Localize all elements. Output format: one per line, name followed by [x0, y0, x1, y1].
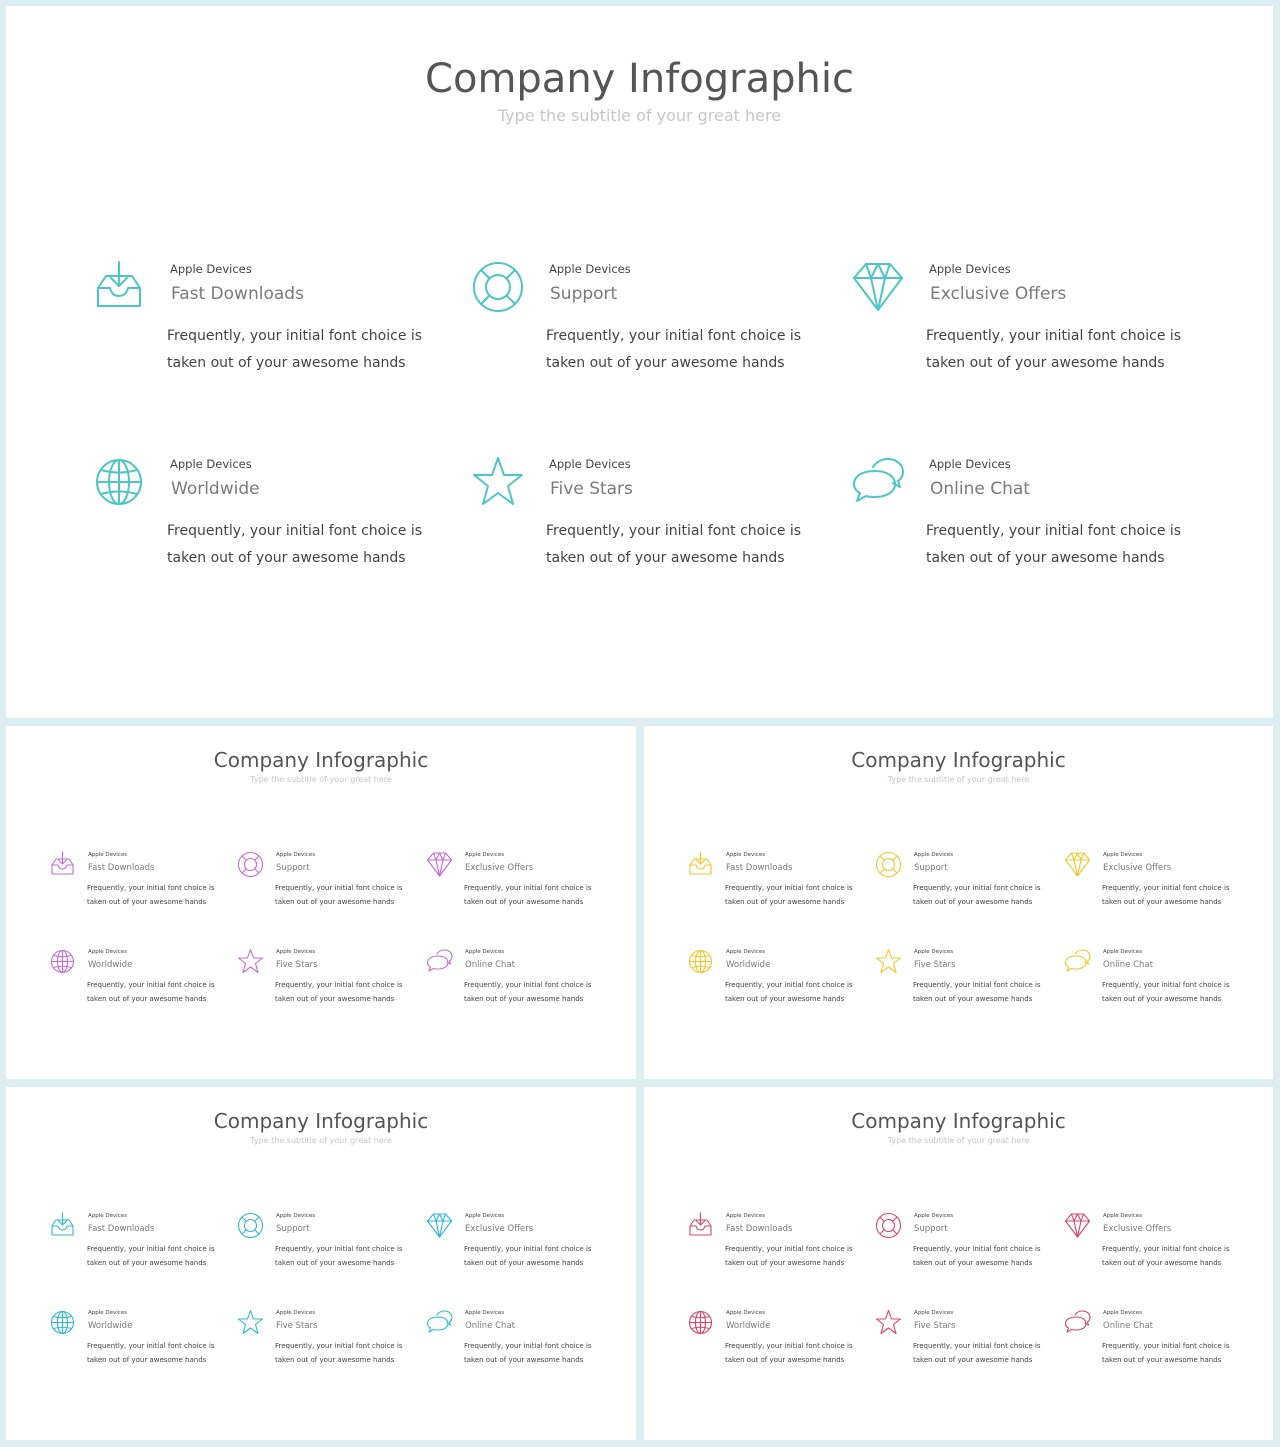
feature-item — [426, 1309, 606, 1374]
feature-description: Frequently, your initial font choice is taken out of your awesome hands — [167, 523, 423, 566]
feature-description: Frequently, your initial font choice is taken out of your awesome hands — [913, 1342, 1041, 1364]
feature-description: Frequently, your initial font choice is taken out of your awesome hands — [87, 981, 215, 1003]
feature-description: Frequently, your initial font choice is taken out of your awesome hands — [926, 328, 1182, 371]
lifebuoy-icon — [875, 1212, 902, 1239]
feature-name: Fast Downloads — [726, 1224, 793, 1234]
feature-item — [1064, 948, 1244, 1013]
feature-label: Apple Devices — [276, 949, 316, 955]
feature-label: Apple Devices — [549, 262, 631, 276]
inbox-download-icon — [687, 851, 714, 878]
feature-name: Fast Downloads — [726, 863, 793, 873]
feature-item — [687, 1309, 867, 1374]
feature-description: Frequently, your initial font choice is taken out of your awesome hands — [464, 981, 592, 1003]
slide-purple — [6, 726, 636, 1079]
feature-description: Frequently, your initial font choice is taken out of your awesome hands — [464, 884, 592, 906]
star-icon — [237, 1309, 264, 1336]
feature-item — [237, 1212, 417, 1277]
feature-description: Frequently, your initial font choice is taken out of your awesome hands — [913, 884, 1041, 906]
feature-description: Frequently, your initial font choice is taken out of your awesome hands — [275, 1342, 403, 1364]
feature-label: Apple Devices — [276, 1310, 316, 1316]
feature-item — [851, 455, 1211, 585]
feature-item — [426, 1212, 606, 1277]
feature-label: Apple Devices — [88, 949, 128, 955]
feature-name: Fast Downloads — [171, 284, 304, 304]
globe-icon — [49, 1309, 76, 1336]
feature-item — [875, 948, 1055, 1013]
feature-name: Worldwide — [726, 960, 771, 970]
star-icon — [237, 948, 264, 975]
slide-yellow — [644, 726, 1273, 1079]
feature-item — [471, 455, 831, 585]
feature-name: Support — [914, 1224, 948, 1234]
feature-label: Apple Devices — [276, 1213, 316, 1219]
globe-icon — [687, 1309, 714, 1336]
slide-subtitle: Type the subtitle of your great here — [250, 1136, 392, 1145]
feature-name: Online Chat — [465, 960, 515, 970]
feature-description: Frequently, your initial font choice is taken out of your awesome hands — [464, 1245, 592, 1267]
feature-name: Exclusive Offers — [465, 1224, 534, 1234]
feature-item — [237, 851, 417, 916]
slide-title: Company Infographic — [851, 748, 1066, 772]
feature-name: Fast Downloads — [88, 863, 155, 873]
feature-label: Apple Devices — [914, 852, 954, 858]
feature-label: Apple Devices — [88, 1310, 128, 1316]
feature-item — [49, 948, 229, 1013]
lifebuoy-icon — [471, 260, 525, 314]
feature-description: Frequently, your initial font choice is taken out of your awesome hands — [1102, 1245, 1230, 1267]
feature-name: Worldwide — [88, 960, 133, 970]
globe-icon — [687, 948, 714, 975]
feature-item — [426, 948, 606, 1013]
feature-item — [49, 1309, 229, 1374]
inbox-download-icon — [687, 1212, 714, 1239]
feature-description: Frequently, your initial font choice is taken out of your awesome hands — [167, 328, 423, 371]
feature-item — [687, 948, 867, 1013]
feature-description: Frequently, your initial font choice is taken out of your awesome hands — [464, 1342, 592, 1364]
feature-label: Apple Devices — [1103, 1310, 1143, 1316]
feature-name: Online Chat — [1103, 1321, 1153, 1331]
feature-description: Frequently, your initial font choice is taken out of your awesome hands — [87, 1342, 215, 1364]
feature-label: Apple Devices — [465, 1213, 505, 1219]
feature-name: Worldwide — [171, 479, 260, 499]
feature-item — [875, 1212, 1055, 1277]
feature-item — [426, 851, 606, 916]
feature-name: Five Stars — [276, 1321, 318, 1331]
diamond-icon — [851, 260, 905, 314]
feature-label: Apple Devices — [170, 457, 252, 471]
feature-name: Worldwide — [726, 1321, 771, 1331]
slide-subtitle: Type the subtitle of your great here — [887, 1136, 1030, 1145]
feature-name: Exclusive Offers — [930, 284, 1067, 304]
globe-icon — [49, 948, 76, 975]
inbox-download-icon — [92, 260, 146, 314]
slide-subtitle: Type the subtitle of your great here — [250, 775, 392, 784]
feature-label: Apple Devices — [929, 457, 1011, 471]
feature-description: Frequently, your initial font choice is taken out of your awesome hands — [1102, 1342, 1230, 1364]
feature-name: Five Stars — [276, 960, 318, 970]
feature-label: Apple Devices — [88, 852, 128, 858]
chat-bubbles-icon — [1064, 948, 1091, 975]
feature-name: Online Chat — [930, 479, 1030, 499]
feature-item — [49, 1212, 229, 1277]
feature-label: Apple Devices — [465, 949, 505, 955]
feature-label: Apple Devices — [170, 262, 252, 276]
feature-label: Apple Devices — [726, 1213, 766, 1219]
feature-item — [1064, 851, 1244, 916]
slide-pink — [644, 1087, 1273, 1440]
star-icon — [875, 948, 902, 975]
feature-name: Exclusive Offers — [465, 863, 534, 873]
feature-description: Frequently, your initial font choice is taken out of your awesome hands — [913, 981, 1041, 1003]
feature-label: Apple Devices — [726, 852, 766, 858]
feature-label: Apple Devices — [549, 457, 631, 471]
feature-label: Apple Devices — [88, 1213, 128, 1219]
diamond-icon — [1064, 851, 1091, 878]
feature-description: Frequently, your initial font choice is taken out of your awesome hands — [87, 884, 215, 906]
feature-description: Frequently, your initial font choice is taken out of your awesome hands — [87, 1245, 215, 1267]
feature-item — [851, 260, 1211, 390]
feature-description: Frequently, your initial font choice is taken out of your awesome hands — [725, 981, 853, 1003]
chat-bubbles-icon — [426, 1309, 453, 1336]
feature-label: Apple Devices — [914, 1310, 954, 1316]
feature-label: Apple Devices — [465, 852, 505, 858]
feature-description: Frequently, your initial font choice is taken out of your awesome hands — [546, 328, 802, 371]
feature-name: Fast Downloads — [88, 1224, 155, 1234]
star-icon — [471, 455, 525, 509]
chat-bubbles-icon — [426, 948, 453, 975]
diamond-icon — [1064, 1212, 1091, 1239]
feature-item — [237, 1309, 417, 1374]
feature-item — [1064, 1212, 1244, 1277]
feature-label: Apple Devices — [914, 1213, 954, 1219]
chat-bubbles-icon — [1064, 1309, 1091, 1336]
feature-item — [49, 851, 229, 916]
feature-description: Frequently, your initial font choice is taken out of your awesome hands — [275, 1245, 403, 1267]
feature-name: Support — [276, 863, 310, 873]
feature-name: Worldwide — [88, 1321, 133, 1331]
feature-description: Frequently, your initial font choice is taken out of your awesome hands — [1102, 981, 1230, 1003]
slide-title: Company Infographic — [213, 1109, 429, 1133]
inbox-download-icon — [49, 851, 76, 878]
feature-item — [875, 1309, 1055, 1374]
feature-item — [1064, 1309, 1244, 1374]
feature-item — [92, 455, 452, 585]
feature-label: Apple Devices — [726, 1310, 766, 1316]
feature-name: Support — [914, 863, 948, 873]
feature-description: Frequently, your initial font choice is taken out of your awesome hands — [725, 1245, 853, 1267]
feature-label: Apple Devices — [929, 262, 1011, 276]
feature-name: Exclusive Offers — [1103, 863, 1172, 873]
feature-name: Online Chat — [1103, 960, 1153, 970]
feature-description: Frequently, your initial font choice is taken out of your awesome hands — [275, 981, 403, 1003]
feature-item — [687, 851, 867, 916]
diamond-icon — [426, 1212, 453, 1239]
feature-item — [687, 1212, 867, 1277]
feature-item — [471, 260, 831, 390]
diamond-icon — [426, 851, 453, 878]
inbox-download-icon — [49, 1212, 76, 1239]
feature-description: Frequently, your initial font choice is taken out of your awesome hands — [913, 1245, 1041, 1267]
feature-description: Frequently, your initial font choice is taken out of your awesome hands — [1102, 884, 1230, 906]
slide-title: Company Infographic — [851, 1109, 1066, 1133]
feature-label: Apple Devices — [1103, 1213, 1143, 1219]
chat-bubbles-icon — [851, 455, 905, 509]
feature-description: Frequently, your initial font choice is taken out of your awesome hands — [725, 884, 853, 906]
lifebuoy-icon — [875, 851, 902, 878]
feature-name: Online Chat — [465, 1321, 515, 1331]
feature-label: Apple Devices — [276, 852, 316, 858]
feature-name: Support — [276, 1224, 310, 1234]
feature-item — [237, 948, 417, 1013]
feature-description: Frequently, your initial font choice is taken out of your awesome hands — [546, 523, 802, 566]
star-icon — [875, 1309, 902, 1336]
slide-title: Company Infographic — [425, 56, 854, 102]
slide-subtitle: Type the subtitle of your great here — [887, 775, 1030, 784]
feature-name: Five Stars — [550, 479, 633, 499]
slide-cyan — [6, 1087, 636, 1440]
feature-label: Apple Devices — [465, 1310, 505, 1316]
feature-description: Frequently, your initial font choice is taken out of your awesome hands — [275, 884, 403, 906]
lifebuoy-icon — [237, 1212, 264, 1239]
feature-label: Apple Devices — [1103, 852, 1143, 858]
feature-name: Five Stars — [914, 1321, 956, 1331]
feature-label: Apple Devices — [1103, 949, 1143, 955]
globe-icon — [92, 455, 146, 509]
feature-description: Frequently, your initial font choice is taken out of your awesome hands — [725, 1342, 853, 1364]
feature-name: Support — [550, 284, 618, 304]
feature-name: Five Stars — [914, 960, 956, 970]
slide-title: Company Infographic — [213, 748, 429, 772]
slide-main — [6, 6, 1273, 718]
feature-label: Apple Devices — [726, 949, 766, 955]
feature-label: Apple Devices — [914, 949, 954, 955]
feature-item — [875, 851, 1055, 916]
lifebuoy-icon — [237, 851, 264, 878]
feature-description: Frequently, your initial font choice is taken out of your awesome hands — [926, 523, 1182, 566]
feature-name: Exclusive Offers — [1103, 1224, 1172, 1234]
feature-item — [92, 260, 452, 390]
slide-subtitle: Type the subtitle of your great here — [497, 106, 782, 125]
